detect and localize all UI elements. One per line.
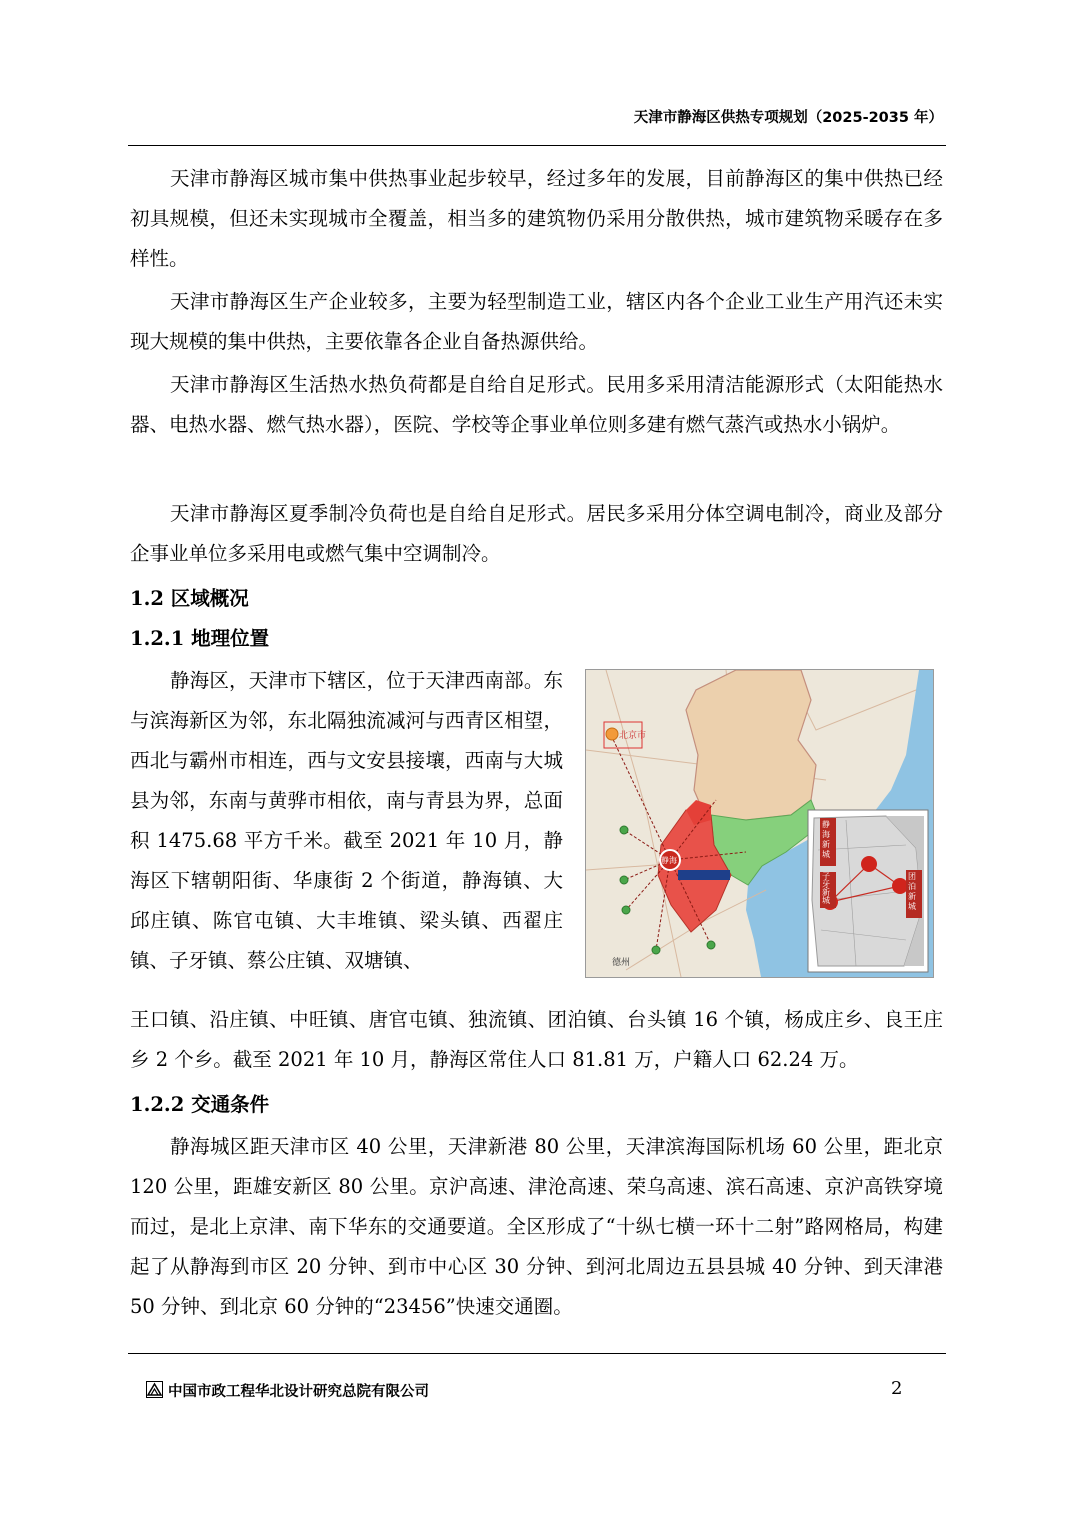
section-heading-location: 1.2.1 地理位置 xyxy=(130,627,270,650)
map-graphic xyxy=(586,670,933,977)
paragraph-location-continued: 王口镇、沿庄镇、中旺镇、唐官屯镇、独流镇、团泊镇、台头镇 16 个镇，杨成庄乡、良王庄乡 2 个乡。截至 2021 年 10 月，静海区常住人口 81.81 万，户籍人口 62.24 万。 xyxy=(130,1008,943,1071)
map-label-jinghai: 静海 xyxy=(661,856,677,865)
footer-organization: 中国市政工程华北设计研究总院有限公司 xyxy=(168,1384,429,1400)
company-logo-icon xyxy=(146,1381,163,1398)
page-header-title: 天津市静海区供热专项规划（2025-2035 年） xyxy=(633,110,943,126)
paragraph-transport: 静海城区距天津市区 40 公里，天津新港 80 公里，天津滨海国际机场 60 公里，距北京 120 公里，距雄安新区 80 公里。京沪高速、津沧高速、荣乌高速、滨石高速、京沪高铁穿境而过，是北上京津、南下华东的交通要道。全区形成了“十纵七横一环十二射”路网格局，构建起了从静海到市区 20 分钟、到市中心区 30 分钟、到河北周边五县县城 40 分钟、到天津港 50 分钟、到北京 60 分钟的“23456”快速交通圈。 xyxy=(130,1135,943,1318)
map-label-beijing: 北京市 xyxy=(619,731,647,741)
header-divider xyxy=(128,145,946,146)
map-label-inset-jinghai: 静海新城 xyxy=(822,820,830,859)
paragraph-heating-history: 天津市静海区城市集中供热事业起步较早，经过多年的发展，目前静海区的集中供热已经初具规模，但还未实现城市全覆盖，相当多的建筑物仍采用分散供热，城市建筑物采暖存在多样性。 xyxy=(130,167,943,270)
map-label-dezhou: 德州 xyxy=(612,958,631,968)
paragraph-industrial-steam: 天津市静海区生产企业较多，主要为轻型制造工业，辖区内各个企业工业生产用汽还未实现大规模的集中供热，主要依靠各企业自备热源供给。 xyxy=(130,290,943,353)
map-label-inset-ziya: 子牙新城 xyxy=(822,872,830,905)
paragraph-hot-water: 天津市静海区生活热水热负荷都是自给自足形式。民用多采用清洁能源形式（太阳能热水器、电热水器、燃气热水器），医院、学校等企事业单位则多建有燃气蒸汽或热水小锅炉。 xyxy=(130,373,943,436)
jinghai-location-map xyxy=(585,669,934,978)
paragraph-cooling: 天津市静海区夏季制冷负荷也是自给自足形式。居民多采用分体空调电制冷，商业及部分企事业单位多采用电或燃气集中空调制冷。 xyxy=(130,502,943,565)
paragraph-location-wrapped: 静海区，天津市下辖区，位于天津西南部。东与滨海新区为邻，东北隔独流减河与西青区相望，西北与霸州市相连，西与文安县接壤，西南与大城县为邻，东南与黄骅市相依，南与青县为界，总面积 1475.68 平方千米。截至 2021 年 10 月，静海区下辖朝阳街、华康街 2 个街道，静海镇、大邱庄镇、陈官屯镇、大丰堆镇、梁头镇、西翟庄镇、子牙镇、蔡公庄镇、双塘镇、 xyxy=(130,669,563,972)
section-heading-transport: 1.2.2 交通条件 xyxy=(130,1093,270,1116)
map-label-inset-tuanbo: 团泊新城 xyxy=(908,872,916,911)
section-heading-region-overview: 1.2 区域概况 xyxy=(130,587,249,610)
footer-divider xyxy=(128,1353,946,1354)
page-number: 2 xyxy=(891,1378,903,1399)
